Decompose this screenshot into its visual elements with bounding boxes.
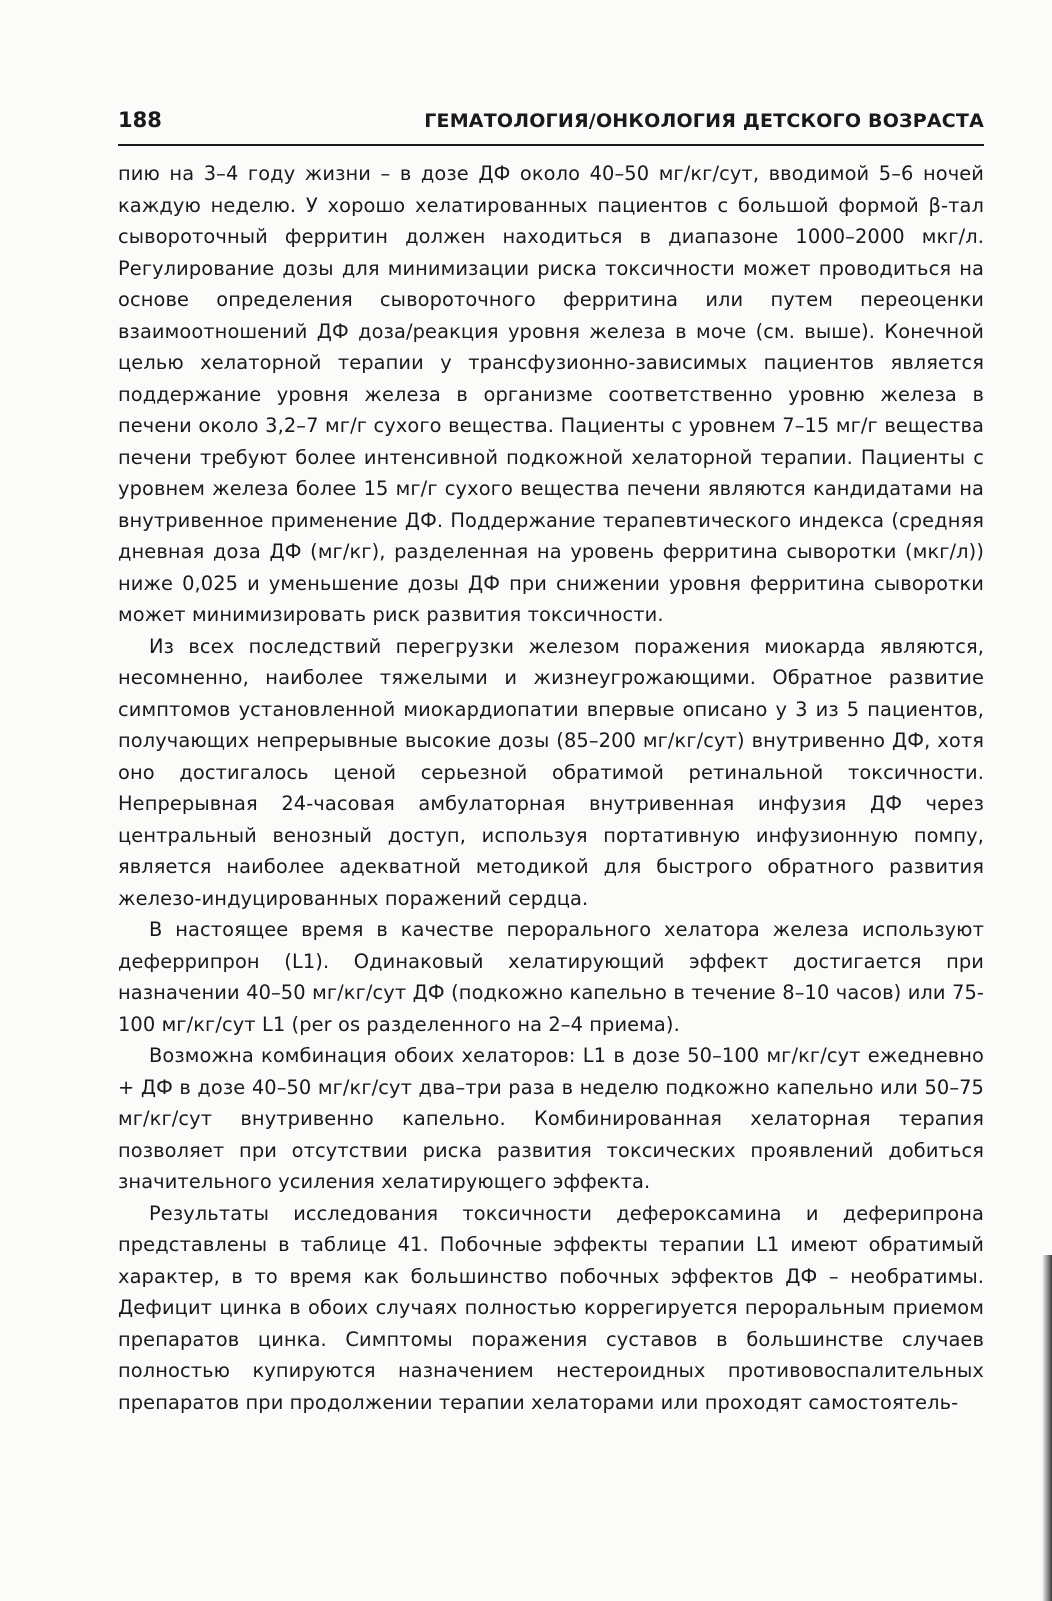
- page-number: 188: [118, 108, 162, 132]
- running-header: [118, 104, 984, 146]
- paragraph-toxicity: Результаты исследования токсичности дефероксамина и деферипрона представлены в таблице 41. Побочные эффекты терапии L1 имеют обратимый характер, в то время как большинство побочных эффектов ДФ – необратимы. Дефицит цинка в обоих случаях полностью коррегируется пероральным приемом препаратов цинка. Симптомы поражения суставов в большинстве случаев полностью купируются назначением нестероидных противовоспалительных препаратов при продолжении терапии хелаторами или проходят самостоятель-: [118, 1201, 984, 1414]
- body-text: [118, 158, 984, 1418]
- paragraph-continuation: пию на 3–4 году жизни – в дозе ДФ около 40–50 мг/кг/сут, вводимой 5–6 ночей каждую неделю. У хорошо хелатированных пациентов с большой формой β-тал сывороточный ферритин должен находиться в диапазоне 1000–2000 мкг/л. Регулирование дозы для минимизации риска токсичности может проводиться на основе определения сывороточного ферритина или путем переоценки взаимоотношений ДФ доза/реакция уровня железа в моче (см. выше). Конечной целью хелаторной терапии у трансфузионно-зависимых пациентов является поддержание уровня железа в организме соответственно уровню железа в печени около 3,2–7 мг/г сухого вещества. Пациенты с уровнем 7–15 мг/г вещества печени требуют более интенсивной подкожной хелаторной терапии. Пациенты с уровнем железа более 15 мг/г сухого вещества печени являются кандидатами на внутривенное применение ДФ. Поддержание терапевтического индекса (средняя дневная доза ДФ (мг/кг), разделенная на уровень ферритина сыворотки (мкг/л)) ниже 0,025 и уменьшение дозы ДФ при снижении уровня ферритина сыворотки может минимизировать риск развития токсичности.: [118, 162, 984, 626]
- page-edge-shadow: [1042, 1255, 1052, 1601]
- paragraph-oral-chelator: В настоящее время в качестве перорального хелатора железа используют деферрипрон (L1). Одинаковый хелатирующий эффект достигается при назначении 40–50 мг/кг/сут ДФ (подкожно капельно в течение 8–10 часов) или 75-100 мг/кг/сут L1 (per os разделенного на 2–4 приема).: [118, 918, 984, 1036]
- paragraph-myocardium: Из всех последствий перегрузки железом поражения миокарда являются, несомненно, наиболее тяжелыми и жизнеугрожающими. Обратное развитие симптомов установленной миокардиопатии впервые описано у 3 из 5 пациентов, получающих непрерывные высокие дозы (85–200 мг/кг/сут) внутривенно ДФ, хотя оно достигалось ценой серьезной обратимой ретинальной токсичности. Непрерывная 24-часовая амбулаторная внутривенная инфузия ДФ через центральный венозный доступ, используя портативную инфузионную помпу, является наиболее адекватной методикой для быстрого обратного развития железо-индуцированных поражений сердца.: [118, 634, 984, 910]
- paragraph-combination: Возможна комбинация обоих хелаторов: L1 в дозе 50–100 мг/кг/сут ежедневно + ДФ в дозе 40–50 мг/кг/сут два–три раза в неделю подкожно капельно или 50–75 мг/кг/сут внутривенно капельно. Комбинированная хелаторная терапия позволяет при отсутствии риска развития токсических проявлений добиться значительного усиления хелатирующего эффекта.: [118, 1044, 984, 1193]
- running-title: ГЕМАТОЛОГИЯ/ОНКОЛОГИЯ ДЕТСКОГО ВОЗРАСТА: [424, 110, 984, 132]
